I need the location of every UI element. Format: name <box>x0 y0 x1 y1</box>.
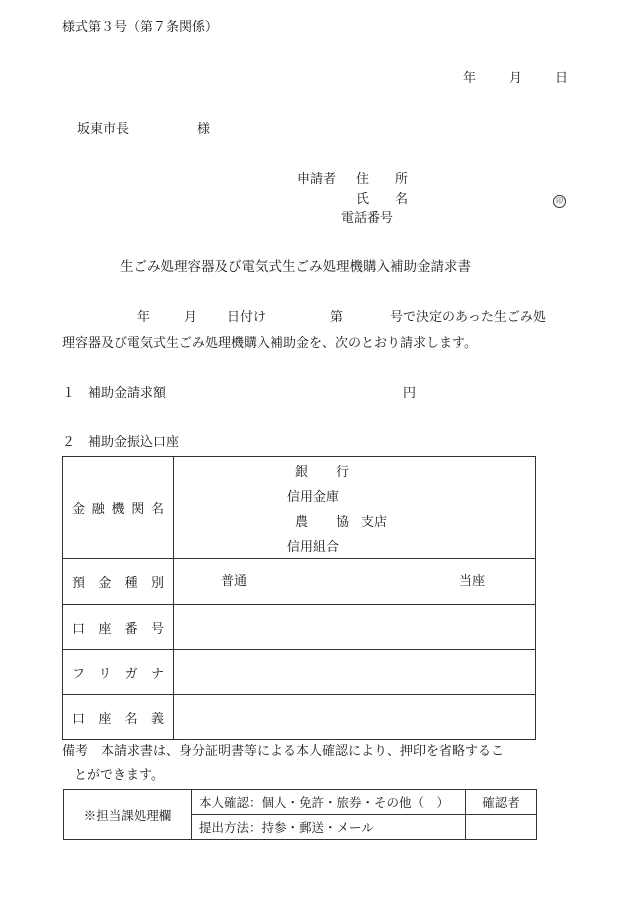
confirmer-label: 確認者 <box>466 790 537 815</box>
label-char: 名 <box>124 711 138 727</box>
institution-label-cell <box>63 457 174 559</box>
label-char: リ <box>98 666 112 682</box>
intro-date-suffix: 日付け <box>227 310 267 325</box>
note-line-2: とができます。 <box>74 768 164 783</box>
label-char: 口 <box>72 621 86 637</box>
name-char-1: 氏 <box>356 192 370 207</box>
deposit-current[interactable]: 当座 <box>459 573 486 589</box>
seal-mark: 印 <box>553 195 566 208</box>
furigana-row <box>63 650 536 695</box>
label-char: 金 <box>72 502 86 517</box>
bank-label <box>295 466 349 479</box>
institution-label <box>72 498 164 517</box>
account-holder-label <box>72 708 164 727</box>
note-line-1: 備考 本請求書は、身分証明書等による本人確認により、押印を省略するこ <box>62 744 505 759</box>
label-char: 別 <box>150 576 164 591</box>
label-char: 番 <box>124 621 138 637</box>
applicant-address-label <box>356 173 408 186</box>
addressee-honorific: 様 <box>197 122 211 137</box>
account-number-label-cell <box>63 605 174 650</box>
label-char: 義 <box>150 711 164 727</box>
label-char: 機 <box>111 502 125 517</box>
identity-check-cell[interactable]: 本人確認：個人・免許・旅券・その他（ ） <box>192 790 466 815</box>
account-holder-field[interactable] <box>174 695 536 740</box>
institution-row <box>63 457 536 559</box>
addressee-mayor: 坂東市長 <box>77 122 130 137</box>
intro-line-2: 理容器及び電気式生ごみ処理機購入補助金を、次のとおり請求します。 <box>62 336 477 351</box>
institution-options <box>174 458 535 558</box>
bank-char-2: 行 <box>335 464 349 480</box>
label-char: 金 <box>98 576 112 591</box>
label-char: 号 <box>150 621 164 637</box>
submission-method-cell[interactable]: 提出方法：持参・郵送・メール <box>192 815 466 840</box>
applicant-name-label <box>356 193 408 206</box>
label-char: 名 <box>150 502 164 517</box>
label-char: 座 <box>98 711 112 727</box>
deposit-label-cell <box>63 559 174 605</box>
furigana-label <box>72 663 164 682</box>
account-holder-label-cell <box>63 695 174 740</box>
document-title: 生ごみ処理容器及び電気式生ごみ処理機購入補助金請求書 <box>120 259 471 275</box>
item2-label: ２ 補助金振込口座 <box>62 435 180 450</box>
office-section-label: ※担当課処理欄 <box>64 790 192 840</box>
date-month: 月 <box>509 71 523 86</box>
intro-year: 年 <box>137 310 151 325</box>
label-char: 種 <box>124 576 138 591</box>
date-day: 日 <box>555 71 569 86</box>
branch-label: 支店 <box>361 514 388 530</box>
deposit-ordinary[interactable]: 普通 <box>221 573 248 589</box>
credit-union-label: 信用組合 <box>287 539 340 555</box>
institution-name-cell[interactable] <box>174 457 536 559</box>
item1-unit: 円 <box>403 386 417 401</box>
deposit-type-row <box>63 559 536 605</box>
address-char-1: 住 <box>356 172 370 187</box>
account-number-field[interactable] <box>174 605 536 650</box>
label-char: 座 <box>98 621 112 637</box>
confirmer-field[interactable] <box>466 815 537 840</box>
deposit-label <box>72 572 164 591</box>
applicant-label: 申請者 <box>297 172 337 187</box>
date-year: 年 <box>463 71 477 86</box>
applicant-phone-label: 電話番号 <box>341 211 394 226</box>
account-holder-row <box>63 695 536 740</box>
intro-number-suffix: 号で決定のあった生ごみ処 <box>390 310 546 325</box>
deposit-type-cell[interactable] <box>174 559 536 605</box>
address-char-2: 所 <box>394 172 408 187</box>
furigana-label-cell <box>63 650 174 695</box>
label-char: 口 <box>72 711 86 727</box>
agri-coop-label <box>295 516 349 529</box>
bank-char-1: 銀 <box>295 464 309 480</box>
intro-number-prefix: 第 <box>330 310 344 325</box>
furigana-field[interactable] <box>174 650 536 695</box>
form-number: 様式第３号（第７条関係） <box>62 20 219 35</box>
item1-label: １ 補助金請求額 <box>62 386 167 401</box>
account-number-label <box>72 618 164 637</box>
label-char: 関 <box>131 502 145 517</box>
label-char: フ <box>72 666 86 682</box>
agri-char-2: 協 <box>335 514 349 530</box>
credit-bank-label: 信用金庫 <box>287 489 340 505</box>
bank-account-table <box>62 456 536 740</box>
label-char: 融 <box>91 502 105 517</box>
office-use-table <box>63 789 537 840</box>
agri-char-1: 農 <box>295 514 309 530</box>
label-char: ナ <box>150 666 164 682</box>
intro-month: 月 <box>184 310 198 325</box>
account-number-row <box>63 605 536 650</box>
label-char: 預 <box>72 576 86 591</box>
name-char-2: 名 <box>394 192 408 207</box>
date-line <box>463 71 569 86</box>
deposit-options <box>174 574 535 590</box>
office-row-1 <box>64 790 537 815</box>
label-char: ガ <box>124 666 138 682</box>
